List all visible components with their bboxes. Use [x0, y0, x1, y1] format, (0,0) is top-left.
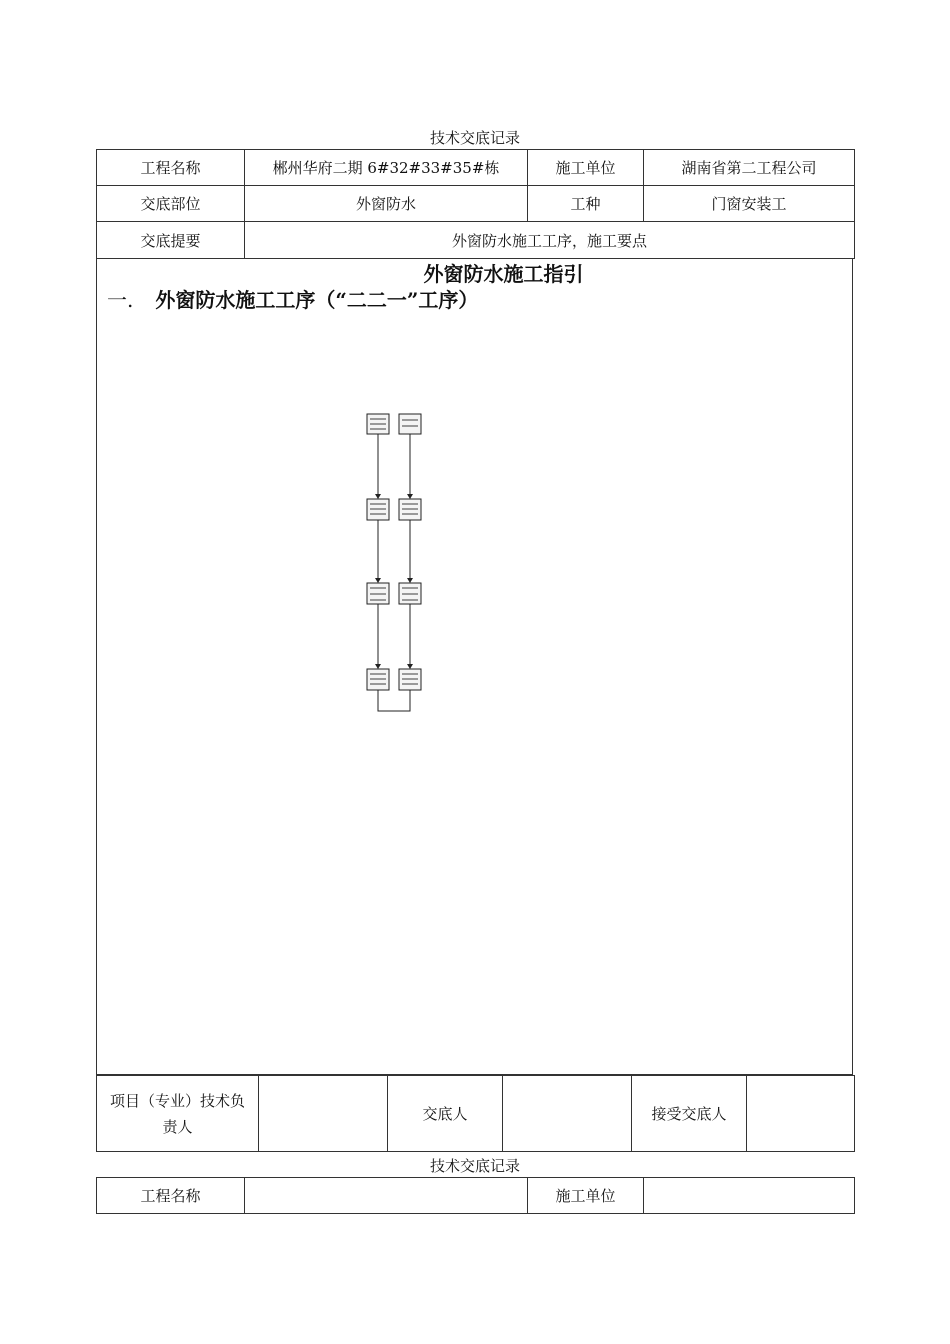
part-value: 外窗防水 [245, 186, 528, 222]
project-name-label: 工程名称 [97, 150, 245, 186]
unit-label-page2: 施工单位 [528, 1178, 644, 1214]
info-table [96, 149, 855, 259]
summary-label: 交底提要 [97, 222, 245, 259]
project-name-value-page2 [245, 1178, 528, 1214]
trade-label: 工种 [528, 186, 644, 222]
disclosure-body [96, 258, 853, 1075]
section-heading [107, 284, 478, 313]
document-title: 外窗防水施工指引 [423, 262, 584, 286]
flow-box-1b [399, 414, 421, 434]
unit-label: 施工单位 [528, 150, 644, 186]
trade-value: 门窗安装工 [644, 186, 855, 222]
part-label: 交底部位 [97, 186, 245, 222]
flow-box-2a [367, 499, 389, 520]
flow-box-4a [367, 669, 389, 690]
unit-value-page2 [644, 1178, 855, 1214]
flow-box-2b [399, 499, 421, 520]
discloser-signature-field[interactable] [503, 1076, 632, 1152]
record-title: 技术交底记录 [429, 129, 520, 147]
project-name-label-page2: 工程名称 [97, 1178, 245, 1214]
process-flowchart [359, 406, 439, 726]
flow-box-4b [399, 669, 421, 690]
record-title-page2: 技术交底记录 [429, 1157, 520, 1175]
project-name-value: 郴州华府二期 6#32#33#35#栋 [245, 150, 528, 186]
tech-lead-signature-field[interactable] [259, 1076, 388, 1152]
discloser-label: 交底人 [388, 1076, 503, 1152]
flow-box-3b [399, 583, 421, 604]
section-number: 一. [107, 288, 134, 312]
receiver-label: 接受交底人 [632, 1076, 747, 1152]
tech-lead-label: 项目（专业）技术负责人 [97, 1076, 259, 1152]
summary-value: 外窗防水施工工序，施工要点 [245, 222, 855, 259]
signature-table [96, 1075, 855, 1152]
section-title: 外窗防水施工工序（“二二一”工序） [155, 288, 479, 312]
flow-box-3a [367, 583, 389, 604]
unit-value: 湖南省第二工程公司 [644, 150, 855, 186]
receiver-signature-field[interactable] [747, 1076, 855, 1152]
flow-box-1a [367, 414, 389, 434]
info-table-page2 [96, 1177, 855, 1214]
